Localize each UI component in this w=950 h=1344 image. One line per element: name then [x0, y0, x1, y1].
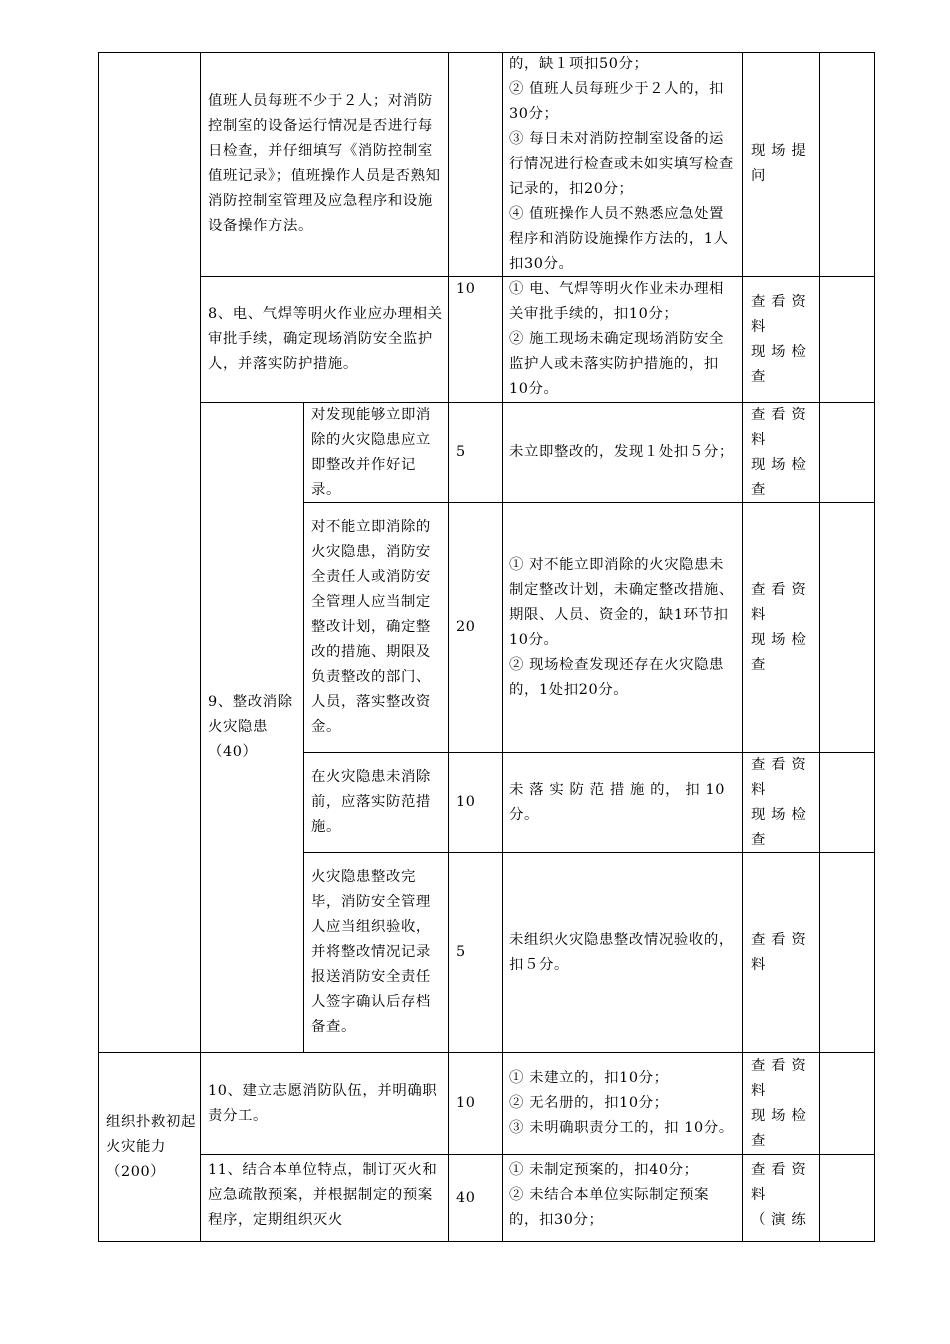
row9-sub3-score: 10: [456, 794, 476, 810]
row11-score: 40: [456, 1189, 476, 1206]
row10-criteria: ① 未建立的，扣10分； ② 无名册的，扣10分； ③ 未明确职责分工的，扣 10分。: [509, 1070, 734, 1136]
row9-sub1-method: 查 看 资 料 现 场 检 查: [751, 406, 807, 498]
row9-sub4-score: 5: [456, 944, 466, 960]
row9-sub4-criteria: 未组织火灾隐患整改情况验收的，扣５分。: [509, 931, 734, 973]
row8-method: 查 看 资 料 现 场 检 查: [751, 293, 807, 385]
grid-line: [200, 1154, 875, 1155]
row8-criteria: ① 电、气焊等明火作业未办理相关审批手续的，扣10分； ② 施工现场未确定现场消防安全监护人或未落实防护措施的，扣10分。: [509, 281, 725, 397]
row9-sub1-content: 对发现能够立即消除的火灾隐患应立即整改并作好记录。: [311, 406, 431, 498]
grid-line: [742, 52, 743, 1242]
row9-sub1-score: 5: [456, 444, 466, 460]
row9-sub4-content: 火灾隐患整改完毕，消防安全管理人应当组织验收，并将整改情况记录报送消防安全责任人签字确认后存档备查。: [311, 869, 431, 1035]
row10-content: 10、建立志愿消防队伍，并明确职责分工。: [208, 1082, 438, 1124]
row9-sub2-method: 查 看 资 料 现 场 检 查: [751, 581, 807, 673]
table-border-left: [98, 52, 99, 1242]
assessment-table: [98, 52, 875, 1242]
row9-sub4-method: 查 看 资 料: [751, 931, 807, 973]
table-border-bottom: [98, 1241, 875, 1242]
row9-sub3-criteria: 未 落 实 防 范 措 施 的， 扣 10 分。: [509, 781, 725, 823]
category-fire-initial: 组织扑救初起火灾能力（200）: [106, 1113, 196, 1180]
row9-sub1-criteria: 未立即整改的，发现１处扣５分；: [509, 444, 734, 460]
row9-sub3-content: 在火灾隐患未消除前，应落实防范措施。: [311, 769, 431, 835]
row11-method: 查 看 资 料 （ 演 练: [751, 1162, 807, 1228]
grid-line: [819, 52, 820, 1242]
row7-content: 值班人员每班不少于２人；对消防控制室的设备运行情况是否进行每日检查，并仔细填写《消防控制室值班记录》；值班操作人员是否熟知消防控制室管理及应急程序和设施设备操作方法。: [208, 93, 441, 234]
row10-score: 10: [456, 1095, 476, 1111]
row8-content: 8、电、气焊等明火作业应办理相关审批手续，确定现场消防安全监护人，并落实防护措施。: [208, 306, 443, 372]
table-border-right: [874, 52, 875, 1242]
row11-content: 11、结合本单位特点，制订灭火和应急疏散预案，并根据制定的预案程序，定期组织灭火: [208, 1162, 438, 1228]
row8-score: 10: [456, 281, 476, 297]
row9-sub2-criteria: ① 对不能立即消除的火灾隐患未制定整改计划，未确定整改措施、期限、人员、资金的，缺1环节扣10分。 ② 现场检查发现还存在火灾隐患的，1处扣20分。: [509, 556, 734, 698]
row9-sub2-content: 对不能立即消除的火灾隐患，消防安全责任人或消防安全管理人应当制定整改计划，确定整改的措施、期限及负责整改的部门、人员，落实整改资金。: [311, 519, 431, 735]
row7-method: 现 场 提 问: [751, 143, 807, 184]
row9-sub2-score: 20: [456, 619, 476, 635]
row9-sub3-method: 查 看 资 料 现 场 检 查: [751, 756, 807, 848]
grid-line: [502, 52, 503, 1242]
row11-criteria: ① 未制定预案的，扣40分； ② 未结合本单位实际制定预案的，扣30分；: [509, 1162, 710, 1228]
grid-line: [303, 402, 304, 1052]
row10-method: 查 看 资 料 现 场 检 查: [751, 1057, 807, 1149]
row7-criteria: 的，缺１项扣50分； ② 值班人员每班少于２人的，扣30分； ③ 每日未对消防控制室设备的运行情况进行检查或未如实填写检查记录的，扣20分； ④ 值班操作人员不熟悉应急处置程序和消防设施操作方法的，1人扣30分。: [509, 55, 734, 272]
grid-line: [200, 52, 201, 1242]
grid-line: [448, 52, 449, 1242]
row9-title: 9、整改消除火灾隐患（40）: [208, 694, 293, 760]
